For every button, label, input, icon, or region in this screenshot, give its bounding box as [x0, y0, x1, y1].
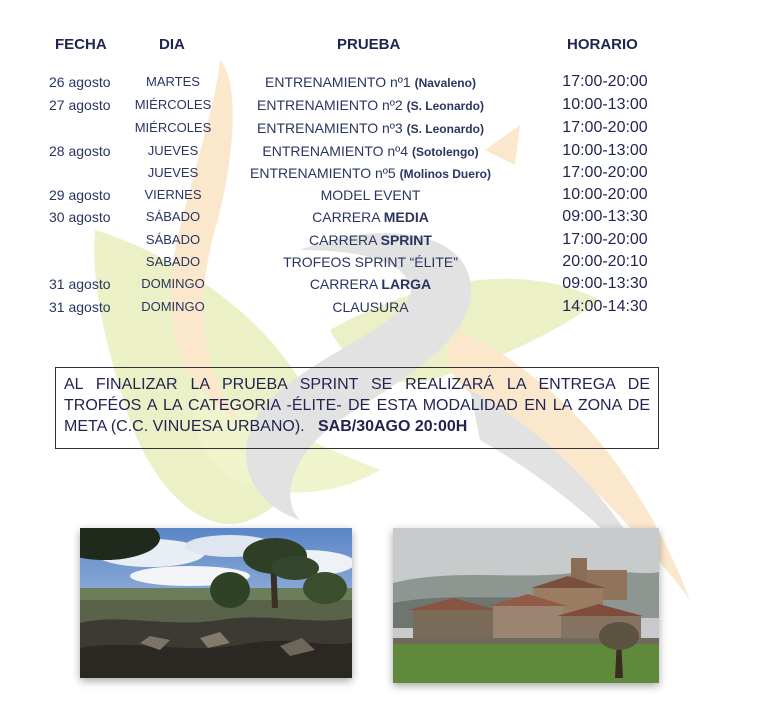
- prueba-location: (Navaleno): [414, 76, 476, 90]
- schedule-row: [0, 140, 762, 162]
- row-prueba: [228, 273, 513, 295]
- row-fecha: 29 agosto: [49, 187, 111, 203]
- schedule-row: [0, 251, 762, 273]
- row-dia: SÁBADO: [145, 232, 201, 247]
- row-prueba: [228, 94, 513, 117]
- row-prueba: [228, 117, 513, 140]
- row-prueba: [228, 71, 513, 94]
- row-horario: 09:00-13:30: [562, 275, 648, 292]
- row-prueba: [228, 206, 513, 228]
- row-dia: MIÉRCOLES: [134, 97, 212, 112]
- row-fecha: 31 agosto: [49, 276, 111, 292]
- row-dia: JUEVES: [147, 143, 199, 158]
- notice-text: AL FINALIZAR LA PRUEBA SPRINT SE REALIZARÁ LA ENTREGA DE TROFÉOS A LA CATEGORIA -ÉLITE- DE ESTA MODALIDAD EN LA ZONA DE META (C.C. VINUESA URBANO).: [64, 376, 650, 435]
- row-prueba: CLAUSURA: [332, 299, 409, 315]
- prueba-location: (Sotolengo): [411, 145, 479, 159]
- row-horario: 17:00-20:00: [562, 231, 648, 248]
- row-dia: JUEVES: [147, 165, 199, 180]
- schedule-row: [0, 94, 762, 116]
- prueba-name: ENTRENAMIENTO nº1: [265, 74, 411, 90]
- header-fecha: FECHA: [55, 36, 107, 53]
- row-horario: 10:00-13:00: [562, 142, 648, 159]
- row-prueba: [228, 140, 513, 163]
- prueba-name: ENTRENAMIENTO nº2: [257, 97, 403, 113]
- row-fecha: 27 agosto: [49, 97, 111, 113]
- notice-box: [55, 367, 659, 449]
- prueba-name: CARRERA: [309, 232, 377, 248]
- prueba-location: (Molinos Duero): [399, 167, 491, 181]
- landscape-photo-drawing: [80, 528, 352, 678]
- prueba-bold: LARGA: [381, 276, 432, 292]
- row-prueba: MODEL EVENT: [320, 187, 421, 203]
- row-horario: 20:00-20:10: [562, 253, 648, 270]
- row-prueba: TROFEOS SPRINT “ÉLITE”: [283, 254, 458, 270]
- schedule-row: [0, 229, 762, 251]
- schedule-row: [0, 117, 762, 139]
- row-horario: 14:00-14:30: [562, 298, 648, 315]
- village-photo: [393, 528, 659, 683]
- row-horario: 17:00-20:00: [562, 164, 648, 181]
- prueba-location: (S. Leonardo): [406, 122, 484, 136]
- header-horario: HORARIO: [567, 36, 638, 53]
- prueba-name: CARRERA: [312, 209, 380, 225]
- schedule-row: [0, 162, 762, 184]
- prueba-name: ENTRENAMIENTO nº5: [250, 165, 396, 181]
- landscape-photo: [80, 528, 352, 678]
- header-dia: DIA: [159, 36, 185, 53]
- prueba-name: CARRERA: [309, 276, 378, 292]
- schedule-row: [0, 184, 762, 206]
- row-dia: MARTES: [146, 74, 200, 89]
- prueba-name: ENTRENAMIENTO nº4: [262, 143, 409, 159]
- row-fecha: 26 agosto: [49, 74, 111, 90]
- row-prueba: [228, 229, 513, 251]
- prueba-bold: SPRINT: [380, 232, 432, 248]
- schedule-row: [0, 71, 762, 93]
- row-dia: VIERNES: [144, 187, 202, 202]
- row-dia: DOMINGO: [141, 299, 205, 314]
- notice-emphasis: SAB/30AGO 20:00H: [317, 418, 468, 435]
- header-prueba: PRUEBA: [337, 36, 401, 53]
- prueba-location: (S. Leonardo): [406, 99, 484, 113]
- prueba-bold: MEDIA: [383, 209, 429, 225]
- row-horario: 10:00-13:00: [562, 96, 648, 113]
- row-horario: 17:00-20:00: [562, 119, 648, 136]
- prueba-name: ENTRENAMIENTO nº3: [257, 120, 403, 136]
- schedule-row: [0, 206, 762, 228]
- row-horario: 09:00-13:30: [562, 208, 648, 225]
- row-horario: 17:00-20:00: [562, 73, 648, 90]
- row-horario: 10:00-20:00: [562, 186, 648, 203]
- village-photo-drawing: [393, 528, 659, 683]
- row-dia: SÁBADO: [145, 209, 201, 224]
- row-dia: SABADO: [145, 254, 201, 269]
- row-prueba: [228, 162, 513, 185]
- schedule-row: [0, 273, 762, 295]
- row-fecha: 31 agosto: [49, 299, 111, 315]
- row-fecha: 30 agosto: [49, 209, 111, 225]
- row-dia: DOMINGO: [141, 276, 205, 291]
- row-dia: MIÉRCOLES: [134, 120, 212, 135]
- row-fecha: 28 agosto: [49, 143, 111, 159]
- schedule-row: [0, 296, 762, 318]
